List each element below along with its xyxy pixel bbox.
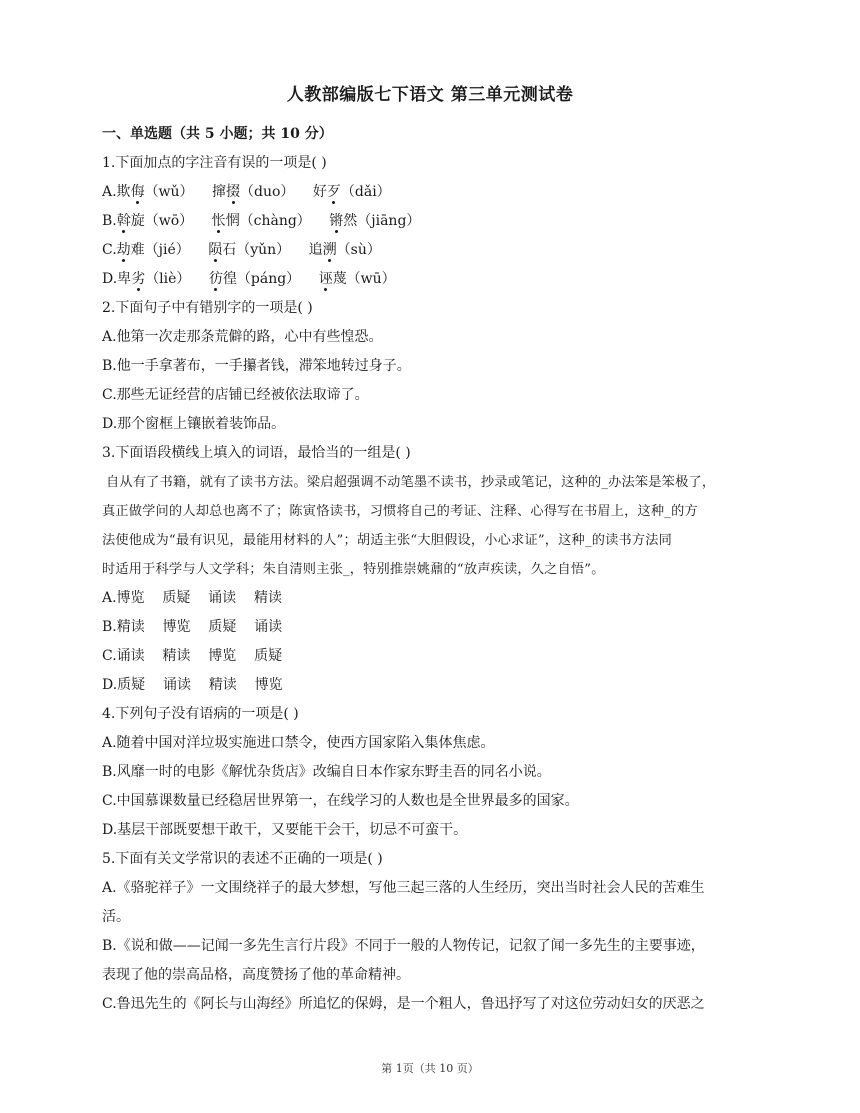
question-3-passage-line: 时适用于科学与人文学科；朱自清则主张_，特别推崇姚鼐的“放声疾读，久之自悟”。: [102, 562, 605, 577]
page-title: 人教部编版七下语文 第三单元测试卷: [286, 85, 574, 105]
dotted-character: 掇: [226, 178, 240, 207]
question-3-passage-line: 自从有了书籍，就有了读书方法。梁启超强调不动笔墨不读书，抄录或笔记，这种的_办法笨是笨极了，: [106, 475, 716, 490]
dotted-character: 侮: [131, 178, 145, 207]
option-word: [102, 265, 190, 294]
question-3-option-b: B.精读 博览 质疑 诵读: [102, 619, 283, 635]
dotted-character: 诬: [319, 265, 333, 294]
option-text: 石（yǔn）: [222, 242, 291, 258]
option-text: （sù）: [336, 242, 381, 258]
option-text: 撺: [212, 184, 227, 200]
option-word: [209, 265, 300, 294]
option-text: （duo）: [240, 184, 295, 200]
option-text: （liè）: [145, 271, 191, 287]
question-2-option-d: D.那个窗框上镶嵌着装饰品。: [102, 416, 286, 432]
question-4-option-d: D.基层干部既要想干敢干，又要能干会干，切忌不可蛮干。: [102, 822, 468, 838]
option-text: （wǔ）: [144, 184, 194, 200]
question-5-text-line: 活。: [102, 909, 130, 925]
dotted-character: 陨: [208, 236, 222, 265]
dotted-character: 斡: [117, 207, 131, 236]
question-1-option-a: [102, 178, 762, 207]
option-word: [102, 236, 190, 265]
page-footer: 第 1页（共 10 页）: [381, 1062, 479, 1075]
option-text: 追: [308, 242, 323, 258]
option-word: [313, 178, 391, 207]
option-word: [212, 207, 311, 236]
dotted-character: 劫: [117, 236, 131, 265]
question-3-passage-line: 法使他成为“最有识见，最能用材料的人”；胡适主张“大胆假设，小心求证”，这种_的读书方法同: [102, 533, 673, 548]
option-word: [102, 178, 194, 207]
option-text: 旋（wō）: [130, 213, 194, 229]
question-1-option-b: [102, 207, 762, 236]
option-text: 然（jiāng）: [343, 213, 421, 229]
question-1-option-c: [102, 236, 762, 265]
option-text: 难（jié）: [130, 242, 190, 258]
question-2-stem: 2.下面句子中有错别字的一项是( ): [102, 300, 313, 316]
option-text: （dǎi）: [340, 184, 391, 200]
dotted-character: 劣: [131, 265, 145, 294]
question-1-stem: 1.下面加点的字注音有误的一项是( ): [102, 155, 327, 171]
question-4-option-c: C.中国慕课数量已经稳居世界第一，在线学习的人数也是全世界最多的国家。: [102, 793, 579, 809]
option-text: C.: [102, 242, 117, 258]
dotted-character: 怅: [212, 207, 226, 236]
option-word: [208, 236, 290, 265]
option-word: [212, 178, 294, 207]
section-heading: 一、单选题（共 5 小题；共 10 分）: [102, 126, 333, 142]
question-3-option-c: C.诵读 精读 博览 质疑: [102, 648, 283, 664]
question-2-option-c: C.那些无证经营的店铺已经被依法取谛了。: [102, 387, 369, 403]
question-4-stem: 4.下列句子没有语病的一项是( ): [102, 706, 299, 722]
question-4-option-a: A.随着中国对洋垃圾实施进口禁令，使西方国家陷入集体焦虑。: [102, 735, 495, 751]
option-text: B.: [102, 213, 117, 229]
question-3-stem: 3.下面语段横线上填入的词语，最恰当的一组是( ): [102, 445, 411, 461]
question-3-option-a: A.博览 质疑 诵读 精读: [102, 590, 282, 606]
option-text: 蔑（wū）: [332, 271, 396, 287]
option-text: 徨（páng）: [222, 271, 301, 287]
option-word: [102, 207, 193, 236]
question-5-text-line: C.鲁迅先生的《阿长与山海经》所追忆的保姆，是一个粗人，鲁迅抒写了对这位劳动妇女的厌恶之: [102, 996, 705, 1012]
dotted-character: 溯: [323, 236, 337, 265]
option-text: 惘（chàng）: [225, 213, 311, 229]
dotted-character: 歹: [327, 178, 341, 207]
question-5-text-line: 表现了他的崇高品格，高度赞扬了他的革命精神。: [102, 967, 410, 983]
exam-content: [102, 120, 762, 1019]
option-word: [319, 265, 396, 294]
option-word: [309, 236, 381, 265]
dotted-character: 锵: [329, 207, 343, 236]
option-word: [329, 207, 420, 236]
question-5-stem: 5.下面有关文学常识的表述不正确的一项是( ): [102, 851, 383, 867]
question-5-text-line: B.《说和做——记闻一多先生言行片段》不同于一般的人物传记，记叙了闻一多先生的主要事迹，: [102, 938, 705, 954]
question-1-option-d: [102, 265, 762, 294]
option-text: A.欺: [102, 184, 131, 200]
question-5-text-line: A.《骆驼祥子》一文围绕祥子的最大梦想，写他三起三落的人生经历，突出当时社会人民的苦难生: [102, 880, 705, 896]
question-3-passage-line: 真正做学问的人却总也离不了；陈寅恪读书，习惯将自己的考证、注释、心得写在书眉上，这种_的方: [102, 504, 698, 519]
question-4-option-b: B.风靡一时的电影《解忧杂货店》改编自日本作家东野圭吾的同名小说。: [102, 764, 551, 780]
question-2-option-a: A.他第一次走那条荒僻的路，心中有些惶恐。: [102, 329, 383, 345]
question-2-option-b: B.他一手拿著布，一手攥者钱，滞笨地转过身子。: [102, 358, 411, 374]
option-text: 好: [312, 184, 327, 200]
question-3-option-d: D.质疑 诵读 精读 博览: [102, 677, 283, 693]
dotted-character: 彷: [209, 265, 223, 294]
option-text: D.卑: [102, 271, 132, 287]
